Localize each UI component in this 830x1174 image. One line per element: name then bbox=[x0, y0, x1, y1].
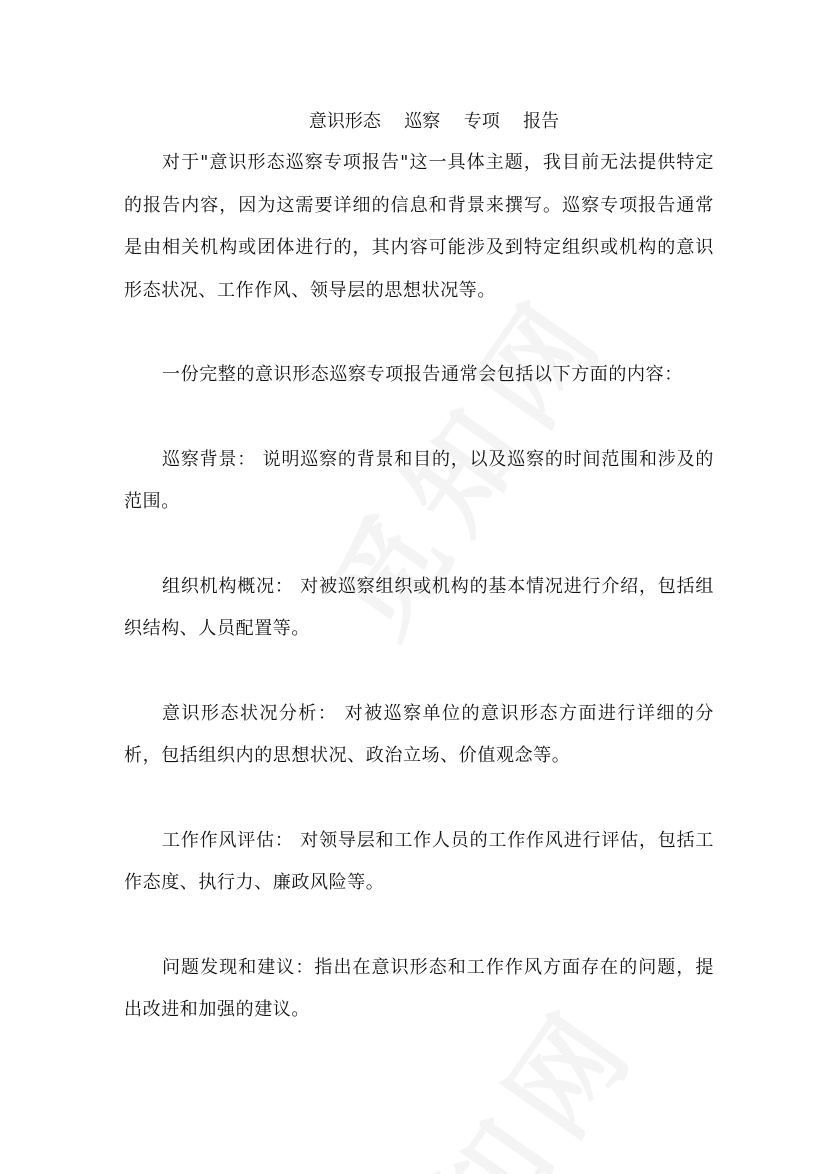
section-text: 对被巡察组织或机构的基本情况进行介绍，包括组织结构、人员配置等。 bbox=[124, 575, 715, 639]
section-label: 组织机构概况： bbox=[162, 575, 294, 597]
intro-paragraph: 对于"意识形态巡察专项报告"这一具体主题，我目前无法提供特定的报告内容，因为这需要详细的信息和背景来撰写。巡察专项报告通常是由相关机构或团体进行的，其内容可能涉及到特定组织或机构的意识形态状况、工作作风、领导层的思想状况等。 bbox=[124, 152, 714, 301]
section-label: 工作作风评估： bbox=[162, 829, 294, 851]
section-text: 指出在意识形态和工作作风方面存在的问题，提出改进和加强的建议。 bbox=[124, 956, 714, 1020]
lead-paragraph: 一份完整的意识形态巡察专项报告通常会包括以下方面的内容： bbox=[162, 364, 683, 385]
section-label: 巡察背景： bbox=[162, 448, 257, 470]
section-paragraph bbox=[124, 820, 714, 905]
section-label: 问题发现和建议： bbox=[162, 956, 315, 978]
section-paragraph bbox=[124, 566, 714, 651]
document-body bbox=[124, 104, 714, 1032]
section-text: 对被巡察单位的意识形态方面进行详细的分析，包括组织内的思想状况、政治立场、价值观念等。 bbox=[124, 702, 714, 766]
section-paragraph bbox=[124, 693, 714, 778]
section-text: 对领导层和工作人员的工作作风进行评估，包括工作态度、执行力、廉政风险等。 bbox=[124, 829, 715, 893]
document-title: 意识形态 巡察 专项 报告 bbox=[308, 111, 560, 132]
section-paragraph bbox=[124, 439, 714, 524]
section-paragraph bbox=[124, 947, 714, 1032]
section-text: 说明巡察的背景和目的，以及巡察的时间范围和涉及的范围。 bbox=[124, 448, 715, 512]
section-label: 意识形态状况分析： bbox=[162, 702, 338, 724]
